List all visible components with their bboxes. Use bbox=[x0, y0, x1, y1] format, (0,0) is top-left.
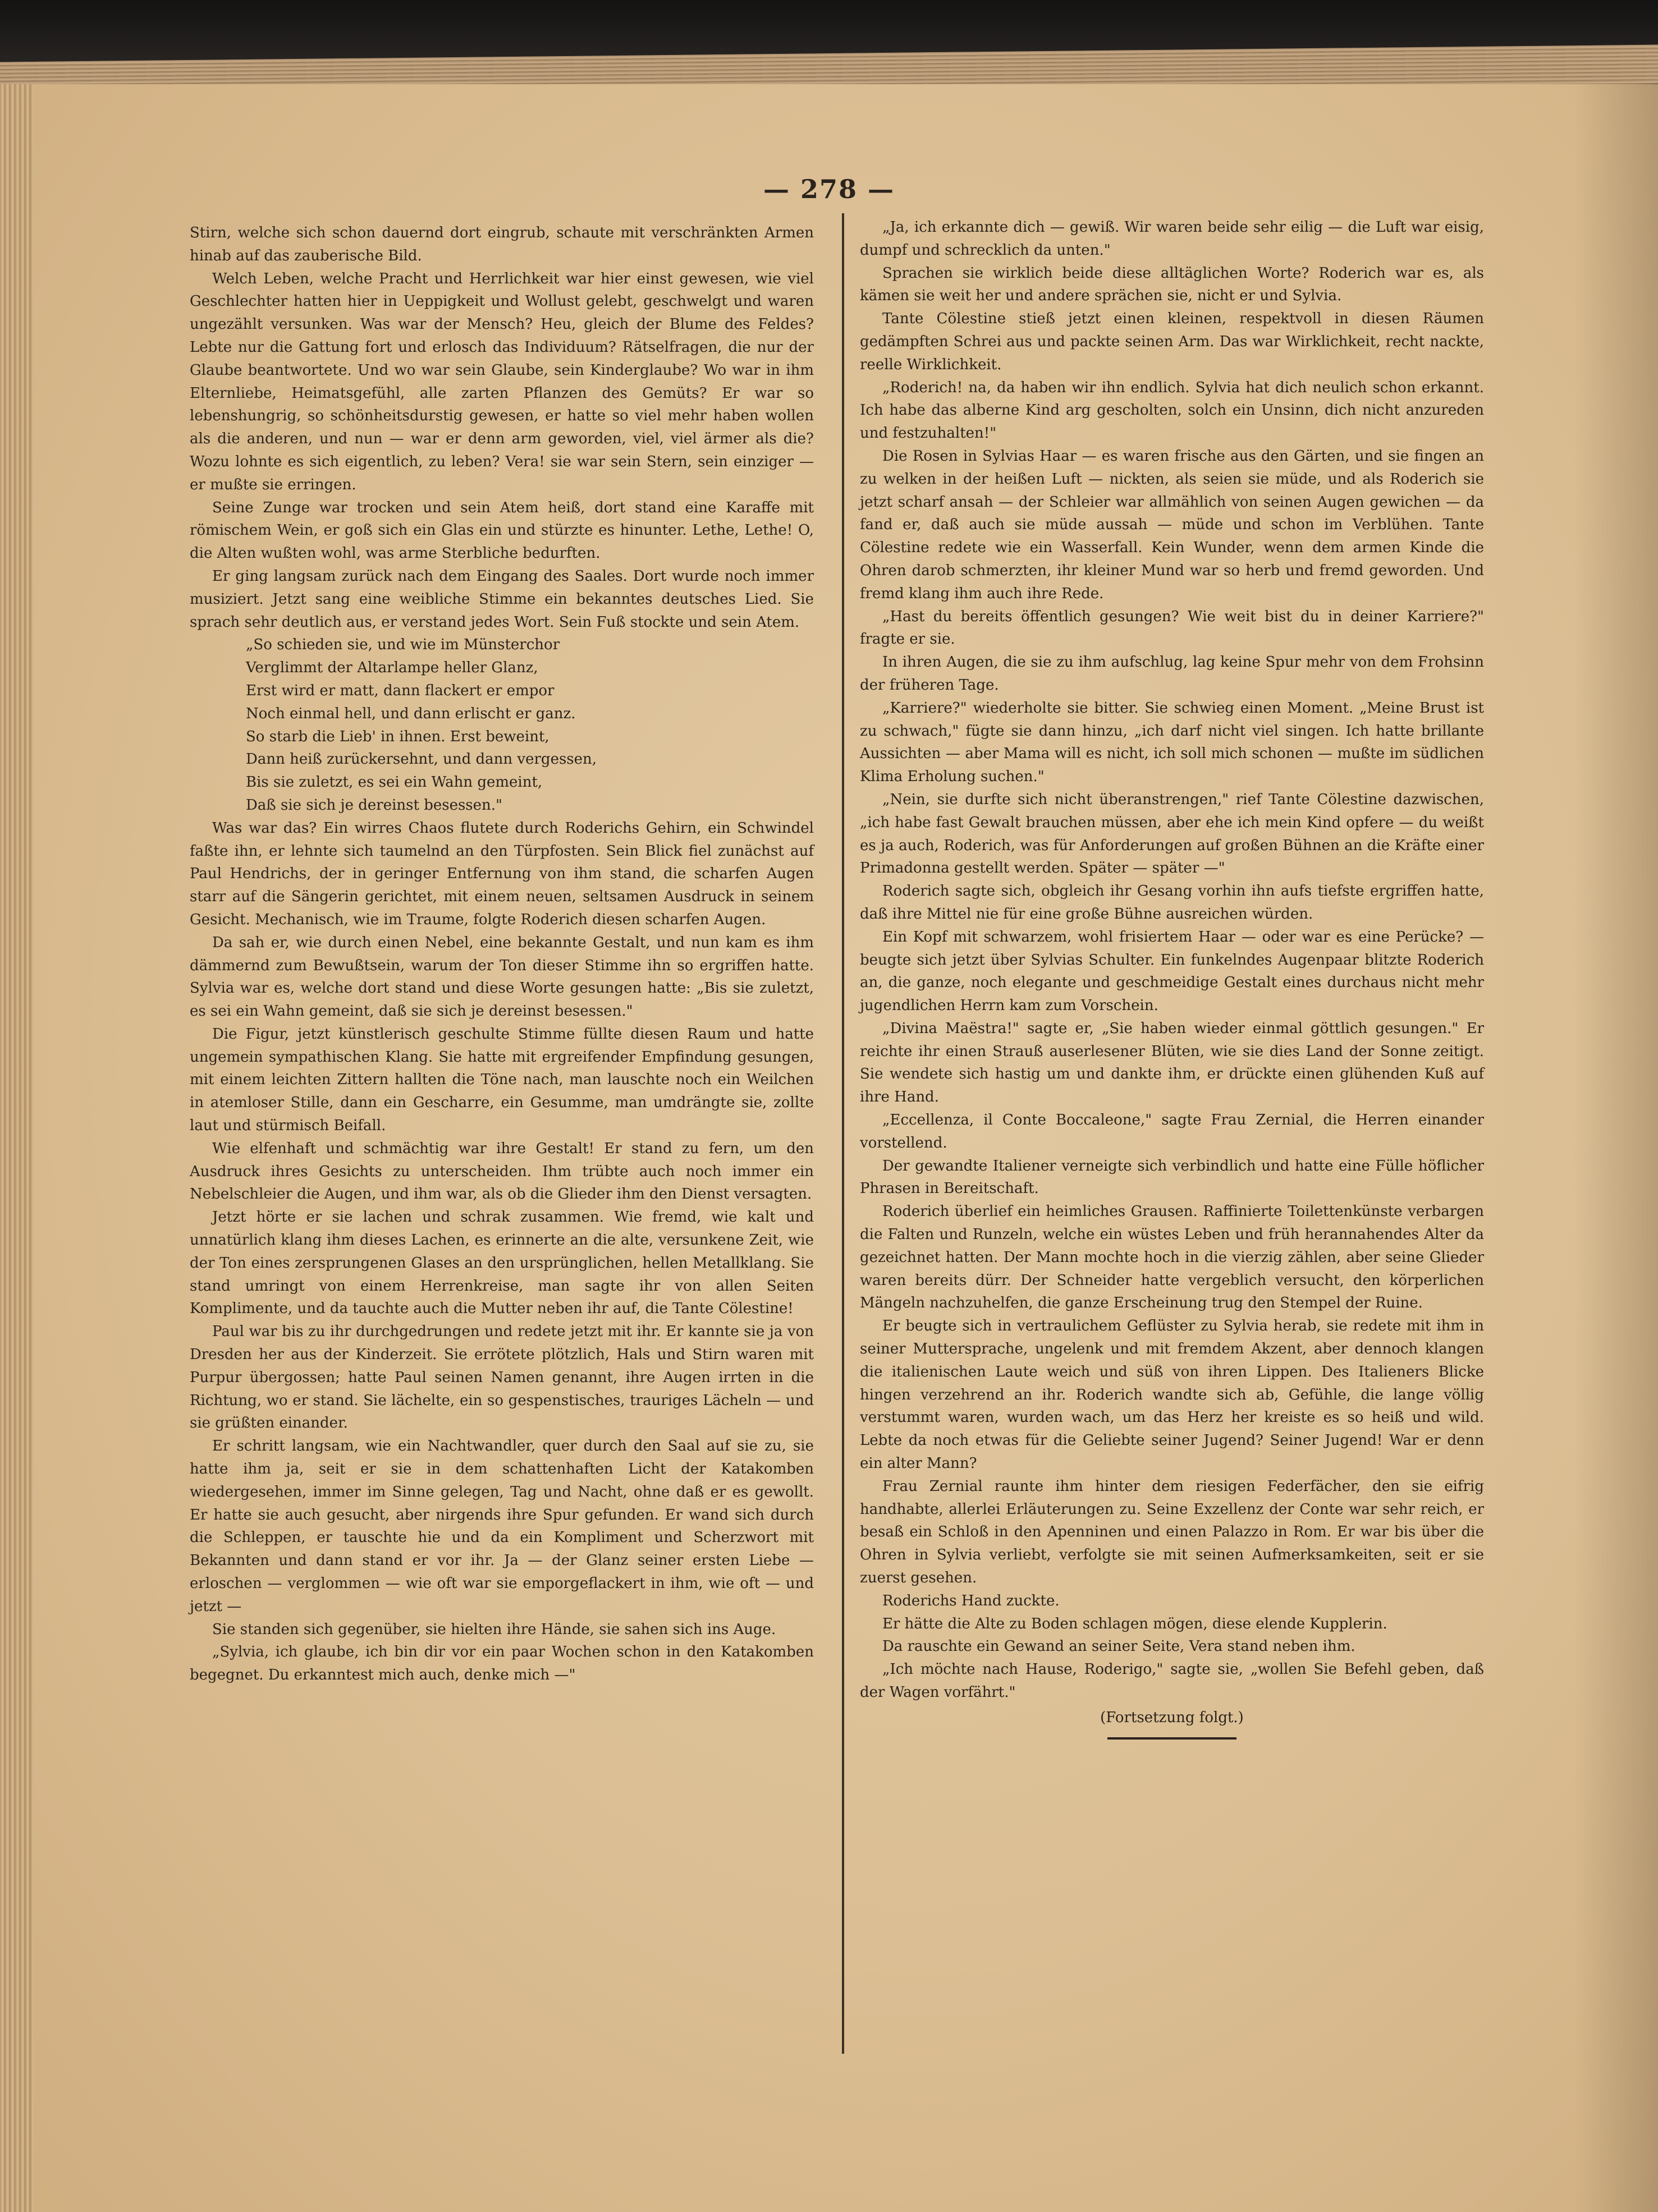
end-rule bbox=[1107, 1737, 1236, 1740]
paragraph: Sie standen sich gegenüber, sie hielten ihre Hände, sie sahen sich ins Auge. bbox=[212, 1621, 776, 1638]
paragraph: Er ging langsam zurück nach dem Eingang des Saales. Dort wurde noch immer musiziert. Jetzt sang eine weibliche Stimme ein bekanntes deutsches Lied. Sie sprach sehr deutlich aus, er verstand jedes Wort. Sein Fuß stockte und sein Atem. bbox=[190, 567, 814, 631]
paragraph: In ihren Augen, die sie zu ihm aufschlug, lag keine Spur mehr von dem Frohsinn der früheren Tage. bbox=[860, 654, 1484, 694]
paragraph: Da rauschte ein Gewand an seiner Seite, Vera stand neben ihm. bbox=[882, 1638, 1355, 1655]
paragraph: Die Rosen in Sylvias Haar — es waren frische aus den Gärten, und sie fingen an zu welken in der heißen Luft — nickten, als seien sie müde, und als Roderich sie jetzt scharf ansah — der Schleier war allmählich von seinen Augen gewichen — da fand er, daß auch sie müde aussah — müde und schon im Verblühen. Tante Cölestine redete wie ein Wasserfall. Kein Wunder, wenn dem armen Kinde die Ohren darob schmerzten, ihr kleiner Mund war so herb und fremd geworden. Und fremd klang ihm auch ihre Rede. bbox=[860, 447, 1484, 602]
paragraph: Ein Kopf mit schwarzem, wohl frisiertem Haar — oder war es eine Perücke? — beugte sich jetzt über Sylvias Schulter. Ein funkelndes Augenpaar blitzte Roderich an, die ganze, noch elegante und geschmeidige Gestalt eines durchaus nicht mehr jugendlichen Herrn kam zum Vorschein. bbox=[860, 928, 1484, 1015]
paragraph: Da sah er, wie durch einen Nebel, eine bekannte Gestalt, und nun kam es ihm dämmernd zum Bewußtsein, warum der Ton dieser Stimme ihn so ergriffen hatte. Sylvia war es, welche dort stand und diese Worte gesungen hatte: „Bis sie zuletzt, es sei ein Wahn gemeint, daß sie sich je dereinst besessen." bbox=[190, 934, 814, 1020]
poem-line: So starb die Lieb' in ihnen. Erst beweint, bbox=[246, 728, 549, 745]
paragraph: Jetzt hörte er sie lachen und schrak zusammen. Wie fremd, wie kalt und unnatürlich klang ihm dieses Lachen, es erinnerte an die alte, versunkene Zeit, wie der Ton eines zersprungenen Glases an den ursprünglichen, hellen Metallklang. Sie stand umringt von einem Herrenkreise, man sagte ihr von allen Seiten Komplimente, und da tauchte auch die Mutter neben ihr auf, die Tante Cölestine! bbox=[190, 1209, 814, 1318]
paragraph: Welch Leben, welche Pracht und Herrlichkeit war hier einst gewesen, wie viel Geschlechter hatten hier in Ueppigkeit und Wollust gelebt, geschwelgt und waren ungezählt versunken. Was war der Mensch? Heu, gleich der Blume des Feldes? Lebte nur die Gattung fort und erlosch das Individuum? Rätselfragen, die nur der Glaube beantwortete. Und wo war sein Glaube, sein Kinderglaube? Wo war in ihm Elternliebe, Heimatsgefühl, alle zarten Pflanzen des Gemüts? Er war so lebenshungrig, so schönheitsdurstig gewesen, er hatte so viel mehr haben wollen als die anderen, und nun — war er denn arm geworden, viel, viel ärmer als die? Wozu lohnte es sich eigentlich, zu leben? Vera! sie war sein Stern, sein einziger — er mußte sie erringen. bbox=[190, 270, 814, 493]
paragraph: „Divina Maëstra!" sagte er, „Sie haben wieder einmal göttlich gesungen." Er reichte ihr einen Strauß auserlesener Blüten, wie sie dies Land der Sonne zeitigt. Sie wendete sich hastig um und dankte ihm, er drückte einen glühenden Kuß auf ihre Hand. bbox=[860, 1020, 1484, 1106]
paragraph: Er hätte die Alte zu Boden schlagen mögen, diese elende Kupplerin. bbox=[882, 1615, 1387, 1632]
poem-line: Bis sie zuletzt, es sei ein Wahn gemeint, bbox=[246, 774, 543, 791]
paragraph: Was war das? Ein wirres Chaos flutete durch Roderichs Gehirn, ein Schwindel faßte ihn, er lehnte sich taumelnd an den Türpfosten. Sein Blick fiel zunächst auf Paul Hendrichs, der in geringer Entfernung von ihm stand, die scharfen Augen starr auf die Sängerin gerichtet, mit einem neuen, seltsamen Ausdruck in seinem Gesicht. Mechanisch, wie im Traume, folgte Roderich diesen scharfen Augen. bbox=[190, 819, 814, 928]
paragraph: Seine Zunge war trocken und sein Atem heiß, dort stand eine Karaffe mit römischem Wein, er goß sich ein Glas ein und stürzte es hinunter. Lethe, Lethe! O, die Alten wußten wohl, was arme Sterbliche bedurften. bbox=[190, 499, 814, 562]
poem-line: Noch einmal hell, und dann erlischt er ganz. bbox=[246, 705, 576, 722]
paragraph: Roderich sagte sich, obgleich ihr Gesang vorhin ihn aufs tiefste ergriffen hatte, daß ihre Mittel nie für eine große Bühne ausreichen würden. bbox=[860, 883, 1484, 923]
paragraph: „Karriere?" wiederholte sie bitter. Sie schwieg einen Moment. „Meine Brust ist zu schwach," fügte sie dann hinzu, „ich darf nicht viel singen. Ich hatte brillante Aussichten — aber Mama will es nicht, ich soll mich schonen — mußte im südlichen Klima Erholung suchen." bbox=[860, 699, 1484, 786]
poem-line: Erst wird er matt, dann flackert er empor bbox=[246, 682, 555, 699]
paragraph: Wie elfenhaft und schmächtig war ihre Gestalt! Er stand zu fern, um den Ausdruck ihres Gesichts zu unterscheiden. Ihm trübte auch noch immer ein Nebelschleier die Augen, und ihm war, als ob die Glieder ihm den Dienst versagten. bbox=[190, 1140, 814, 1203]
paragraph: Stirn, welche sich schon dauernd dort eingrub, schaute mit verschränkten Armen hinab auf das zauberische Bild. bbox=[190, 224, 814, 264]
paragraph: „Ich möchte nach Hause, Roderigo," sagte sie, „wollen Sie Befehl geben, daß der Wagen vorfährt." bbox=[860, 1661, 1484, 1701]
paragraph: Paul war bis zu ihr durchgedrungen und redete jetzt mit ihr. Er kannte sie ja von Dresden her aus der Kinderzeit. Sie errötete plötzlich, Hals und Stirn waren mit Purpur übergossen; hatte Paul seinen Namen genannt, ihre Augen irrten in die Richtung, wo er stand. Sie lächelte, ein so gespenstisches, trauriges Lächeln — und sie grüßten einander. bbox=[190, 1323, 814, 1432]
paragraph: „Sylvia, ich glaube, ich bin dir vor ein paar Wochen schon in den Katakomben begegnet. Du erkanntest mich auch, denke mich —" bbox=[190, 1644, 814, 1684]
page-number: — 278 — bbox=[763, 174, 895, 204]
paragraph: Roderichs Hand zuckte. bbox=[882, 1592, 1060, 1609]
left-column bbox=[190, 222, 814, 1687]
paragraph: Er schritt langsam, wie ein Nachtwandler, quer durch den Saal auf sie zu, sie hatte ihm ja, seit er sie in dem schattenhaften Licht der Katakomben wiedergesehen, immer im Sinne gelegen, Tag und Nacht, ohne daß er es gewollt. Er hatte sie auch gesucht, aber nirgends ihre Spur gefunden. Er wand sich durch die Schleppen, er tauschte hie und da ein Kompliment und Scherzwort mit Bekannten und dann stand er vor ihr. Ja — der Glanz seiner ersten Liebe — erloschen — verglommen — wie oft war sie emporgeflackert in ihm, wie oft — und jetzt — bbox=[190, 1438, 814, 1615]
column-divider bbox=[842, 213, 844, 2054]
paragraph: „Nein, sie durfte sich nicht überanstrengen," rief Tante Cölestine dazwischen, „ich habe fast Gewalt brauchen müssen, aber ehe ich mein Kind opfere — du weißt es ja auch, Roderich, was für Anforderungen auf großen Bühnen an die Kräfte einer Primadonna gestellt werden. Später — später —" bbox=[860, 791, 1484, 877]
paragraph: Roderich überlief ein heimliches Grausen. Raffinierte Toilettenkünste verbargen die Falten und Runzeln, welche ein wüstes Leben und früh herannahendes Alter da gezeichnet hatten. Der Mann mochte hoch in die vierzig zählen, aber seine Glieder waren bereits dürr. Der Schneider hatte vergeblich versucht, den körperlichen Mängeln nachzuhelfen, die ganze Erscheinung trug den Stempel der Ruine. bbox=[860, 1203, 1484, 1312]
paragraph: „Eccellenza, il Conte Boccaleone," sagte Frau Zernial, die Herren einander vorstellend. bbox=[860, 1112, 1484, 1151]
binding-shadow bbox=[1574, 84, 1658, 2212]
paragraph: „Roderich! na, da haben wir ihn endlich. Sylvia hat dich neulich schon erkannt. Ich habe das alberne Kind arg gescholten, solch ein Unsinn, dich nicht anzureden und festzuhalten!" bbox=[860, 379, 1484, 442]
paragraph: Er beugte sich in vertraulichem Geflüster zu Sylvia herab, sie redete mit ihm in seiner Muttersprache, ungelenk und mit fremdem Akzent, aber dennoch klangen die italienischen Laute weich und süß von ihren Lippen. Des Italieners Blicke hingen verzehrend an ihr. Roderich wandte sich ab, Gefühle, die lange völlig verstummt waren, wurden wach, um das Herz her kreiste es so heiß und wild. Lebte da noch etwas für die Geliebte seiner Jugend? Seiner Jugend! War er denn ein alter Mann? bbox=[860, 1318, 1484, 1472]
right-column bbox=[860, 216, 1484, 1740]
page-stack-edge bbox=[0, 84, 34, 2212]
poem-line: Verglimmt der Altarlampe heller Glanz, bbox=[246, 659, 538, 677]
poem-line: „So schieden sie, und wie im Münsterchor bbox=[246, 636, 560, 654]
paragraph: Frau Zernial raunte ihm hinter dem riesigen Federfächer, den sie eifrig handhabte, allerlei Erläuterungen zu. Seine Exzellenz der Conte war sehr reich, er besaß ein Schloß in den Apenninen und einen Palazzo in Rom. Er war bis über die Ohren in Sylvia verliebt, verfolgte sie mit seinen Aufmerksamkeiten, seit er sie zuerst gesehen. bbox=[860, 1477, 1484, 1587]
paragraph: Die Figur, jetzt künstlerisch geschulte Stimme füllte diesen Raum und hatte ungemein sympathischen Klang. Sie hatte mit ergreifender Empfindung gesungen, mit einem leichten Zittern hallten die Töne nach, man lauschte noch ein Weilchen in atemloser Stille, dann ein Gescharre, ein Gesumme, man umdrängte sie, zollte laut und stürmisch Beifall. bbox=[190, 1025, 814, 1135]
poem-line: Daß sie sich je dereinst besessen." bbox=[246, 796, 502, 814]
paragraph: „Ja, ich erkannte dich — gewiß. Wir waren beide sehr eilig — die Luft war eisig, dumpf und schrecklich da unten." bbox=[860, 219, 1484, 259]
poem bbox=[246, 634, 814, 816]
paragraph: „Hast du bereits öffentlich gesungen? Wie weit bist du in deiner Karriere?" fragte er sie. bbox=[860, 608, 1484, 648]
continuation-note: (Fortsetzung folgt.) bbox=[1100, 1709, 1244, 1726]
poem-line: Dann heiß zurückersehnt, und dann vergessen, bbox=[246, 751, 597, 768]
paragraph: Sprachen sie wirklich beide diese alltäglichen Worte? Roderich war es, als kämen sie weit her und andere sprächen sie, nicht er und Sylvia. bbox=[860, 264, 1484, 305]
paragraph: Tante Cölestine stieß jetzt einen kleinen, respektvoll in diesen Räumen gedämpften Schrei aus und packte seinen Arm. Das war Wirklichkeit, recht nackte, reelle Wirklichkeit. bbox=[860, 310, 1484, 373]
paragraph: Der gewandte Italiener verneigte sich verbindlich und hatte eine Fülle höflicher Phrasen in Bereitschaft. bbox=[860, 1157, 1484, 1197]
